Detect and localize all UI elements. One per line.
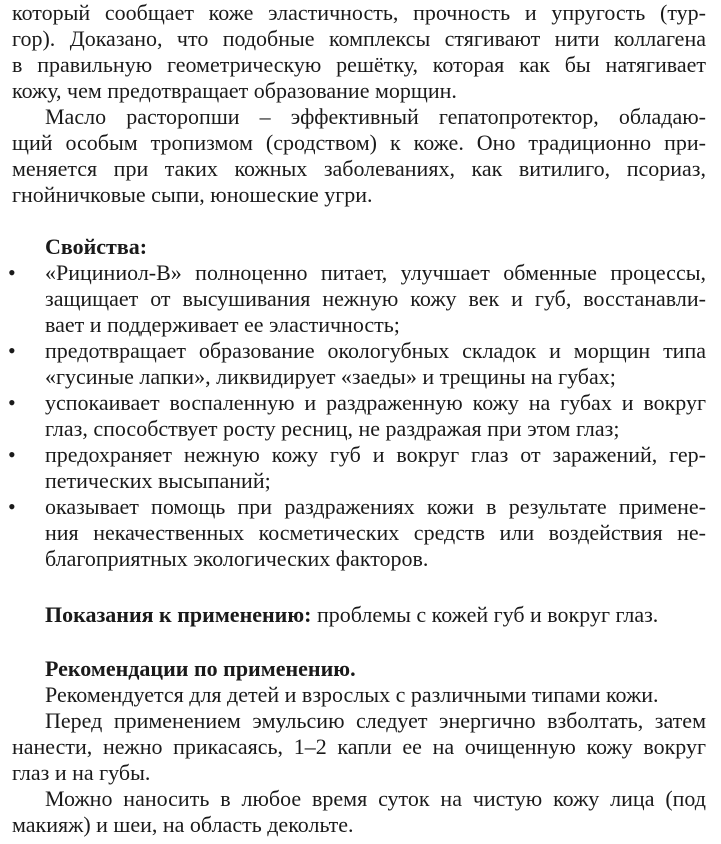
- list-item-line: предотвращает образование окологубных складок и морщин типа: [45, 338, 706, 363]
- list-item-line: «Рициниол-В» полноценно питает, улучшает обменные процессы,: [45, 260, 706, 285]
- indications-text: проблемы с кожей губ и вокруг глаз.: [311, 602, 659, 627]
- list-item-line: успокаивает воспаленную и раздраженную кожу на губах и вокруг: [45, 390, 706, 415]
- text-line: щий особым тропизмом (сродством) к коже. Оно традиционно при-: [12, 130, 706, 155]
- list-item-line: предохраняет нежную кожу губ и вокруг глаз от заражений, гер-: [45, 442, 706, 467]
- text-line: глаз и на губы.: [12, 760, 151, 785]
- text-line: меняется при таких кожных заболеваниях, как витилиго, псориаз,: [12, 156, 706, 181]
- text-line: Можно наносить в любое время суток на чистую кожу лица (под: [45, 786, 706, 811]
- text-line: гор). Доказано, что подобные комплексы стягивают нити коллагена: [12, 26, 706, 51]
- bullet-icon: •: [8, 260, 16, 285]
- bullet-icon: •: [8, 338, 16, 363]
- text-line: Рекомендуется для детей и взрослых с различными типами кожи.: [45, 682, 659, 707]
- text-line: Масло расторопши – эффективный гепатопротектор, обладаю-: [45, 104, 706, 129]
- bullet-icon: •: [8, 390, 16, 415]
- text-line: нанести, нежно прикасаясь, 1–2 капли ее на очищенную кожу вокруг: [12, 734, 706, 759]
- indications-label: Показания к применению:: [45, 602, 312, 627]
- properties-heading: Свойства:: [45, 234, 148, 259]
- list-item-line: оказывает помощь при раздражениях кожи в результате примене-: [45, 494, 706, 519]
- text-line: гнойничковые сыпи, юношеские угри.: [12, 182, 373, 207]
- list-item-line: защищает от высушивания нежную кожу век и губ, восстанавли-: [45, 286, 706, 311]
- text-line: Перед применением эмульсию следует энергично взболтать, затем: [45, 708, 706, 733]
- list-item-line: «гусиные лапки», ликвидирует «заеды» и трещины на губах;: [45, 364, 616, 389]
- text-line: который сообщает коже эластичность, прочность и упругость (тур-: [12, 0, 706, 25]
- list-item-line: благоприятных экологических факторов.: [45, 546, 429, 571]
- text-line: макияж) и шеи, на область декольте.: [12, 812, 354, 837]
- list-item-line: глаз, способствует росту ресниц, не раздражая при этом глаз;: [45, 416, 620, 441]
- bullet-icon: •: [8, 442, 16, 467]
- indications-line: [45, 602, 658, 628]
- list-item-line: петических высыпаний;: [45, 468, 271, 493]
- list-item-line: вает и поддерживает ее эластичность;: [45, 312, 400, 337]
- text-line: кожу, чем предотвращает образование морщин.: [12, 78, 457, 103]
- text-line: в правильную геометрическую решётку, которая как бы натягивает: [12, 52, 706, 77]
- recommendations-heading: Рекомендации по применению.: [45, 656, 356, 681]
- list-item-line: ния некачественных косметических средств или воздействия не-: [45, 520, 706, 545]
- bullet-icon: •: [8, 494, 16, 519]
